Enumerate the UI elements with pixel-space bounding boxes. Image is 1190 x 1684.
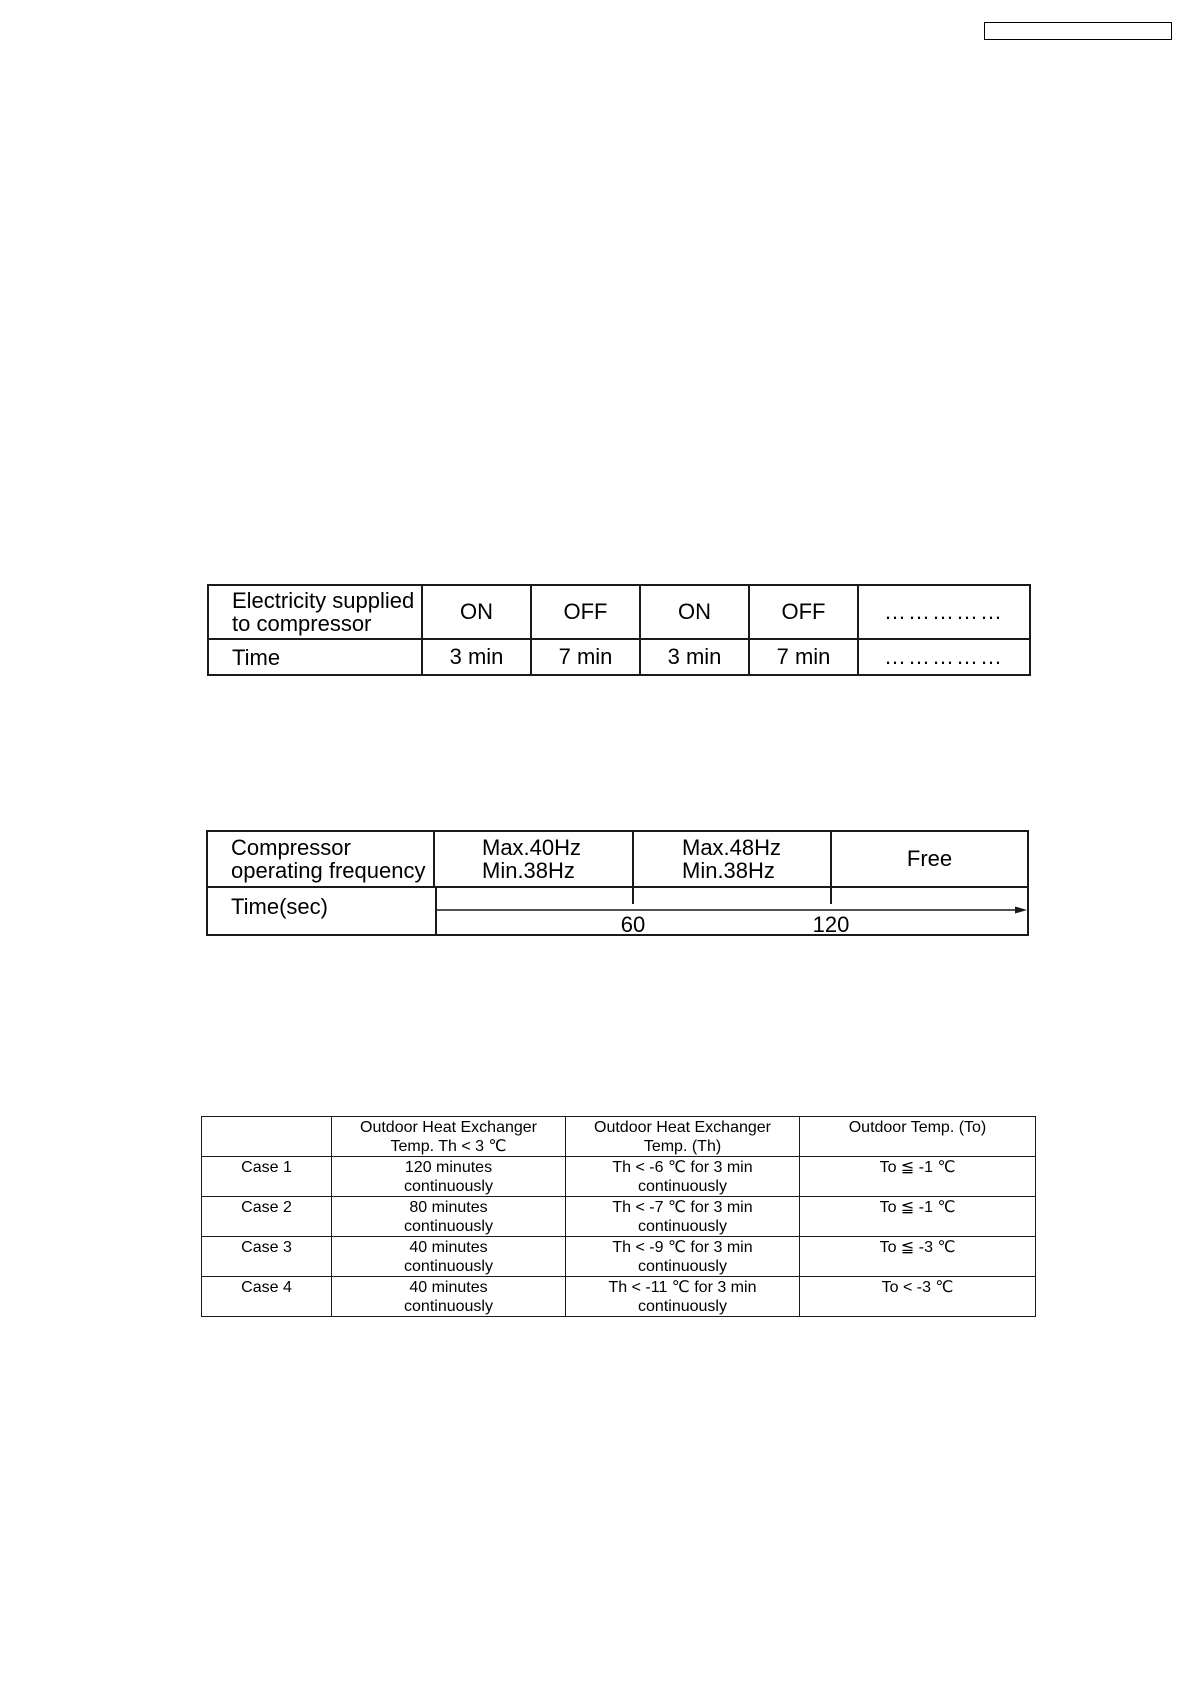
table-cell: To ≦ -1 ℃: [800, 1197, 1036, 1237]
table-cell: 40 minutes continuously: [332, 1237, 566, 1277]
header-cell: Outdoor Heat Exchanger Temp. Th < 3 ℃: [332, 1117, 566, 1157]
table-cell: To ≦ -3 ℃: [800, 1237, 1036, 1277]
state-cell: ON: [640, 585, 749, 639]
header-box: [984, 22, 1172, 40]
case-label: Case 1: [202, 1157, 332, 1197]
stage-2-cell: Max.48Hz Min.38Hz: [634, 832, 832, 886]
case-label: Case 4: [202, 1277, 332, 1317]
table-cell: To ≦ -1 ℃: [800, 1157, 1036, 1197]
frequency-label: Compressor operating frequency: [208, 832, 435, 886]
continuation-dots: ……………: [858, 585, 1030, 639]
table-cell: Th < -6 ℃ for 3 min continuously: [566, 1157, 800, 1197]
header-empty: [202, 1117, 332, 1157]
time-cell: 3 min: [422, 639, 531, 675]
table-cell: Th < -9 ℃ for 3 min continuously: [566, 1237, 800, 1277]
frequency-timeline-table: [206, 830, 1029, 936]
stage-1-cell: Max.40Hz Min.38Hz: [435, 832, 634, 886]
arrow-right-icon: [1015, 907, 1027, 914]
time-axis: [437, 888, 1027, 914]
table-cell: To < -3 ℃: [800, 1277, 1036, 1317]
table-row: [208, 639, 1030, 675]
continuation-dots: ……………: [858, 639, 1030, 675]
table-cell: 120 minutes continuously: [332, 1157, 566, 1197]
tick-label-60: 60: [620, 912, 646, 937]
table-row: [208, 585, 1030, 639]
table-cell: Th < -11 ℃ for 3 min continuously: [566, 1277, 800, 1317]
header-cell: Outdoor Temp. (To): [800, 1117, 1036, 1157]
state-cell: ON: [422, 585, 531, 639]
table-cell: 40 minutes continuously: [332, 1277, 566, 1317]
tick-label-120: 120: [812, 912, 850, 937]
stage-3-cell: Free: [906, 846, 953, 871]
table-cell: Th < -7 ℃ for 3 min continuously: [566, 1197, 800, 1237]
time-cell: 7 min: [531, 639, 640, 675]
electricity-label: Electricity supplied to compressor: [208, 585, 422, 639]
time-cell: 3 min: [640, 639, 749, 675]
table-row: [208, 832, 1027, 888]
defrost-case-table: [201, 1116, 1036, 1317]
table-row: [202, 1237, 1036, 1277]
table-row: [202, 1277, 1036, 1317]
time-cell: 7 min: [749, 639, 858, 675]
table-row: [202, 1197, 1036, 1237]
time-sec-label: Time(sec): [231, 894, 328, 919]
table-row: [202, 1157, 1036, 1197]
table-header-row: [202, 1117, 1036, 1157]
header-cell: Outdoor Heat Exchanger Temp. (Th): [566, 1117, 800, 1157]
compressor-onoff-table: [207, 584, 1031, 676]
case-label: Case 2: [202, 1197, 332, 1237]
time-label: Time: [208, 639, 422, 675]
state-cell: OFF: [531, 585, 640, 639]
state-cell: OFF: [749, 585, 858, 639]
table-cell: 80 minutes continuously: [332, 1197, 566, 1237]
case-label: Case 3: [202, 1237, 332, 1277]
